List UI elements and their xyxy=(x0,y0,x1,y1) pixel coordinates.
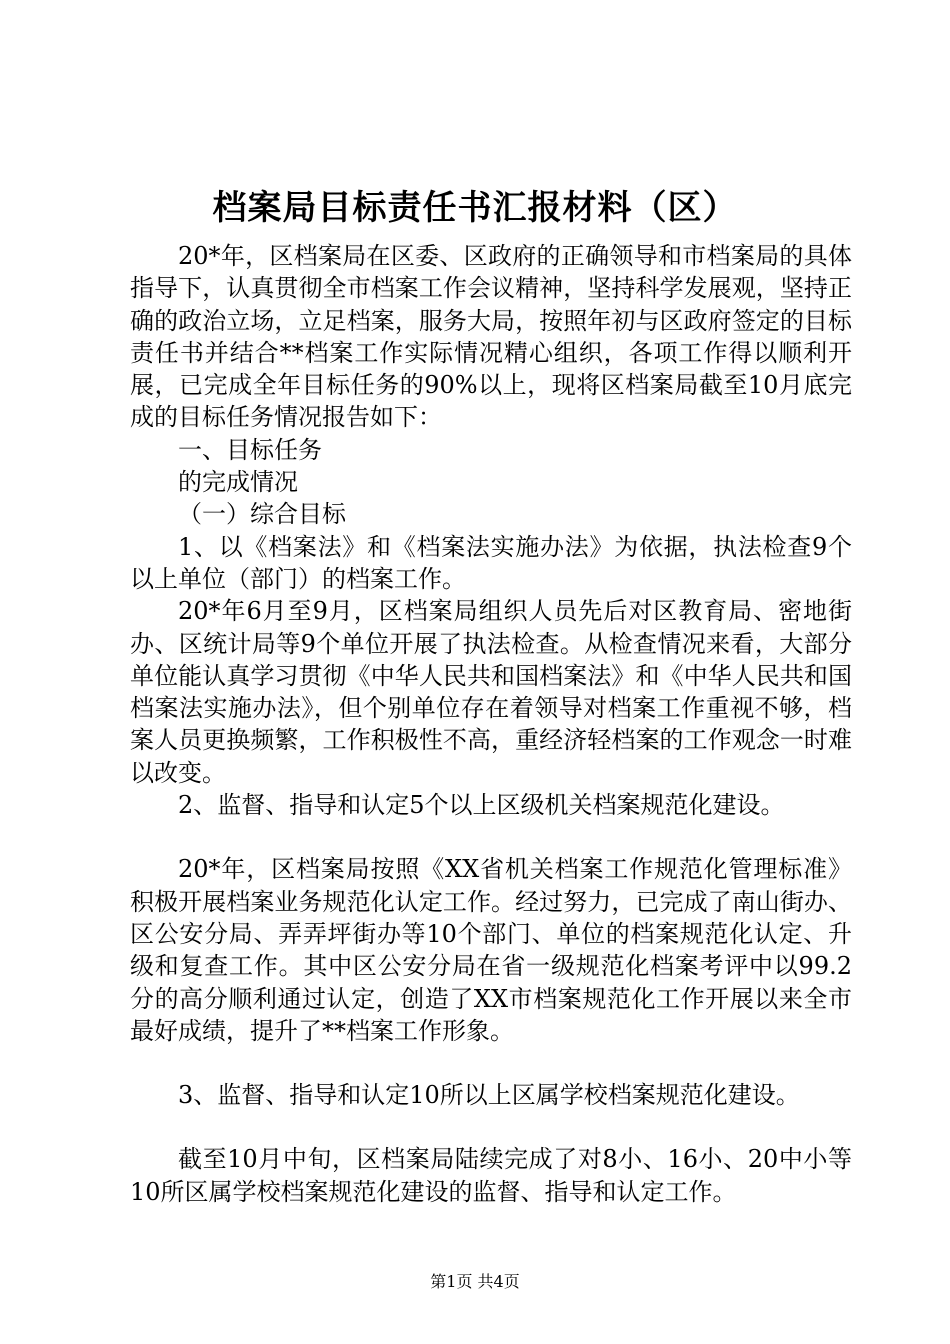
item-2-title: 2、监督、指导和认定5个以上区级机关档案规范化建设。 xyxy=(178,791,785,820)
heading-comprehensive-goals: （一）综合目标 xyxy=(178,500,346,529)
item-3-body: 截至10月中旬，区档案局陆续完成了对8小、16小、20中小等10所区属学校档案规范化建设的监督、指导和认定工作。 xyxy=(130,1145,852,1206)
document-body xyxy=(130,240,852,1208)
page-footer: 第1页 共4页 xyxy=(430,1272,520,1291)
item-1-body: 20*年6月至9月，区档案局组织人员先后对区教育局、密地街办、区统计局等9个单位开展了执法检查。从检查情况来看，大部分单位能认真学习贯彻《中华人民共和国档案法》和《中华人民共和国档案法实施办法》，但个别单位存在着领导对档案工作重视不够，档案人员更换频繁，工作积极性不高，重经济轻档案的工作观念一时难以改变。 xyxy=(130,597,852,787)
document-title: 档案局目标责任书汇报材料（区） xyxy=(212,188,738,228)
item-3-title: 3、监督、指导和认定10所以上区属学校档案规范化建设。 xyxy=(178,1081,800,1110)
item-2-body: 20*年，区档案局按照《XX省机关档案工作规范化管理标准》积极开展档案业务规范化认定工作。经过努力，已完成了南山街办、区公安分局、弄弄坪街办等10个部门、单位的档案规范化认定、升级和复查工作。其中区公安分局在省一级规范化档案考评中以99.2分的高分顺利通过认定，创造了XX市档案规范化工作开展以来全市最好成绩，提升了**档案工作形象。 xyxy=(130,855,852,1045)
heading-completion: 的完成情况 xyxy=(178,468,298,497)
heading-target-tasks: 一、目标任务 xyxy=(178,435,322,464)
item-1-title: 1、以《档案法》和《档案法实施办法》为依据，执法检查9个以上单位（部门）的档案工作。 xyxy=(130,532,852,593)
paragraph-intro: 20*年，区档案局在区委、区政府的正确领导和市档案局的具体指导下，认真贯彻全市档案工作会议精神，坚持科学发展观，坚持正确的政治立场，立足档案，服务大局，按照年初与区政府签定的目标责任书并结合**档案工作实际情况精心组织，各项工作得以顺利开展，已完成全年目标任务的90%以上，现将区档案局截至10月底完成的目标任务情况报告如下： xyxy=(130,242,852,432)
